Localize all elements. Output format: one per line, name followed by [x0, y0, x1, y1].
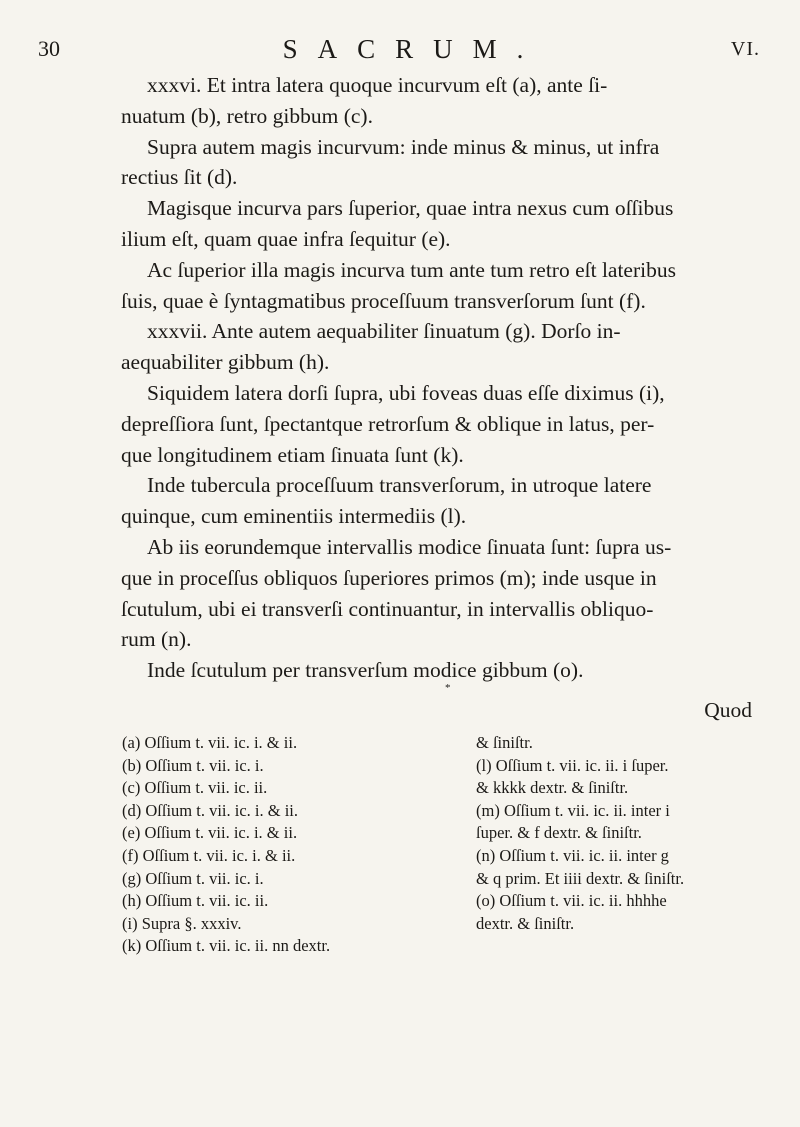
footnote: (d) Oſſium t. vii. ic. i. & ii. [122, 800, 298, 820]
running-header [36, 28, 760, 68]
text-line: xxxvi. Et intra latera quoque incurvum eſt (a), ante ſi- [147, 73, 608, 97]
footnote: & ſiniſtr. [476, 733, 533, 752]
text-line: ſuis, quae è ſyntagmatibus proceſſuum transverſorum ſunt (f). [121, 288, 646, 313]
running-title: SACRUM. [282, 34, 544, 64]
footnote: (i) Supra §. xxxiv. [122, 913, 242, 933]
text-line: xxxvii. Ante autem aequabiliter ſinuatum (g). Dorſo in- [147, 319, 621, 344]
text-line: ſcutulum, ubi ei transverſi continuantur, in intervallis obliquo- [121, 596, 654, 621]
footnote: (e) Oſſium t. vii. ic. i. & ii. [122, 823, 298, 843]
text-line: rectius ſit (d). [121, 165, 238, 190]
page-number: 30 [38, 36, 60, 61]
signature-mark: * [445, 682, 451, 694]
text-line: quinque, cum eminentiis intermediis (l). [121, 504, 467, 529]
text-line: Ac ſuperior illa magis incurva tum ante tum retro eſt lateribus [147, 257, 676, 282]
text-line: ilium eſt, quam quae infra ſequitur (e). [121, 226, 451, 251]
chapter-signature: VI. [730, 38, 760, 60]
footnote: (a) Oſſium t. vii. ic. i. & ii. [122, 733, 298, 752]
text-line: que longitudinem etiam ſinuata ſunt (k). [121, 442, 464, 467]
footnote: (c) Oſſium t. vii. ic. ii. [122, 778, 268, 798]
footnote: (f) Oſſium t. vii. ic. i. & ii. [122, 845, 296, 865]
text-line: rum (n). [121, 627, 192, 652]
footnote: (k) Oſſium t. vii. ic. ii. nn dextr. [122, 936, 331, 956]
text-line: Supra autem magis incurvum: inde minus & minus, ut infra [147, 134, 660, 159]
text-line: Inde tubercula proceſſuum transverſorum, in utroque latere [147, 473, 652, 498]
text-line: Siquidem latera dorſi ſupra, ubi foveas duas eſſe diximus (i), [147, 380, 665, 405]
footnote: (b) Oſſium t. vii. ic. i. [122, 755, 264, 775]
footnote: & kkkk dextr. & ſiniſtr. [476, 778, 629, 798]
text-line: que in proceſſus obliquos ſuperiores primos (m); inde usque in [121, 565, 657, 590]
footnote: (g) Oſſium t. vii. ic. i. [122, 868, 264, 888]
text-line: Inde ſcutulum per transverſum modice gibbum (o). [147, 658, 584, 683]
footnote: & q prim. Et iiii dextr. & ſiniſtr. [476, 868, 685, 888]
footnote: (l) Oſſium t. vii. ic. ii. i ſuper. [476, 755, 669, 775]
footnote: (n) Oſſium t. vii. ic. ii. inter g [476, 845, 669, 865]
catchword: Quod [704, 698, 752, 722]
footnotes-right-column [476, 732, 796, 935]
text-line: aequabiliter gibbum (h). [121, 350, 330, 375]
footnote: dextr. & ſiniſtr. [476, 913, 575, 933]
footnotes-left-column [122, 732, 462, 958]
text-line: Ab iis eorundemque intervallis modice ſinuata ſunt: ſupra us- [147, 534, 672, 559]
footnote: (o) Oſſium t. vii. ic. ii. hhhhe [476, 891, 667, 911]
text-line: nuatum (b), retro gibbum (c). [121, 103, 373, 128]
text-line: depreſſiora ſunt, ſpectantque retrorſum & oblique in latus, per- [121, 411, 655, 436]
main-text [121, 70, 771, 686]
footnote: ſuper. & f dextr. & ſiniſtr. [476, 823, 642, 843]
footnote: (m) Oſſium t. vii. ic. ii. inter i [476, 800, 670, 820]
footnote: (h) Oſſium t. vii. ic. ii. [122, 891, 269, 911]
text-line: Magisque incurva pars ſuperior, quae intra nexus cum oſſibus [147, 196, 674, 221]
